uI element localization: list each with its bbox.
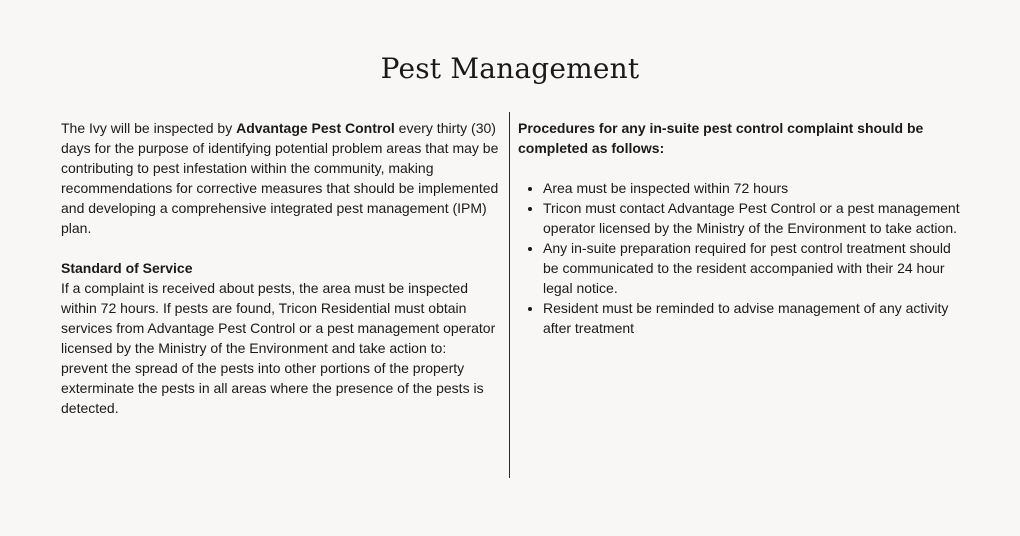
company-name: Advantage Pest Control (236, 120, 395, 136)
intro-prefix: The Ivy will be inspected by (61, 120, 237, 136)
action-item-1: prevent the spread of the pests into other portions of the property (61, 360, 465, 376)
intro-suffix: every thirty (30) days for the purpose of identifying potential problem areas that may be contributing to pest infestation within the community, making recommendations for corrective measures that should be implemented and developing a comprehensive integrated pest management (IPM) plan. (61, 120, 499, 236)
list-item: • Any in-suite preparation required for pest control treatment should be communicated to the resident accompanied with their 24 hour legal notice. (543, 238, 968, 298)
action-item-2: exterminate the pests in all areas where the presence of the pests is detected. (61, 380, 484, 416)
intro-paragraph (61, 118, 501, 238)
standard-text: If a complaint is received about pests, the area must be inspected within 72 hours. If pests are found, Tricon Residential must obtain services from Advantage Pest Control or a pest management operator licensed by the Ministry of the Environment and take action to: (61, 280, 496, 356)
column-divider (509, 112, 510, 478)
right-column (518, 118, 968, 338)
standard-heading: Standard of Service (61, 260, 193, 276)
procedures-list (518, 178, 968, 338)
list-item: • Tricon must contact Advantage Pest Control or a pest management operator licensed by the Ministry of the Environment to take action. (543, 198, 968, 238)
list-item: • Resident must be reminded to advise management of any activity after treatment (543, 298, 968, 338)
procedures-heading: Procedures for any in-suite pest control complaint should be completed as follows: (518, 120, 924, 156)
left-column (61, 118, 501, 418)
list-item: • Area must be inspected within 72 hours (543, 178, 968, 198)
page-title: Pest Management (380, 52, 640, 85)
